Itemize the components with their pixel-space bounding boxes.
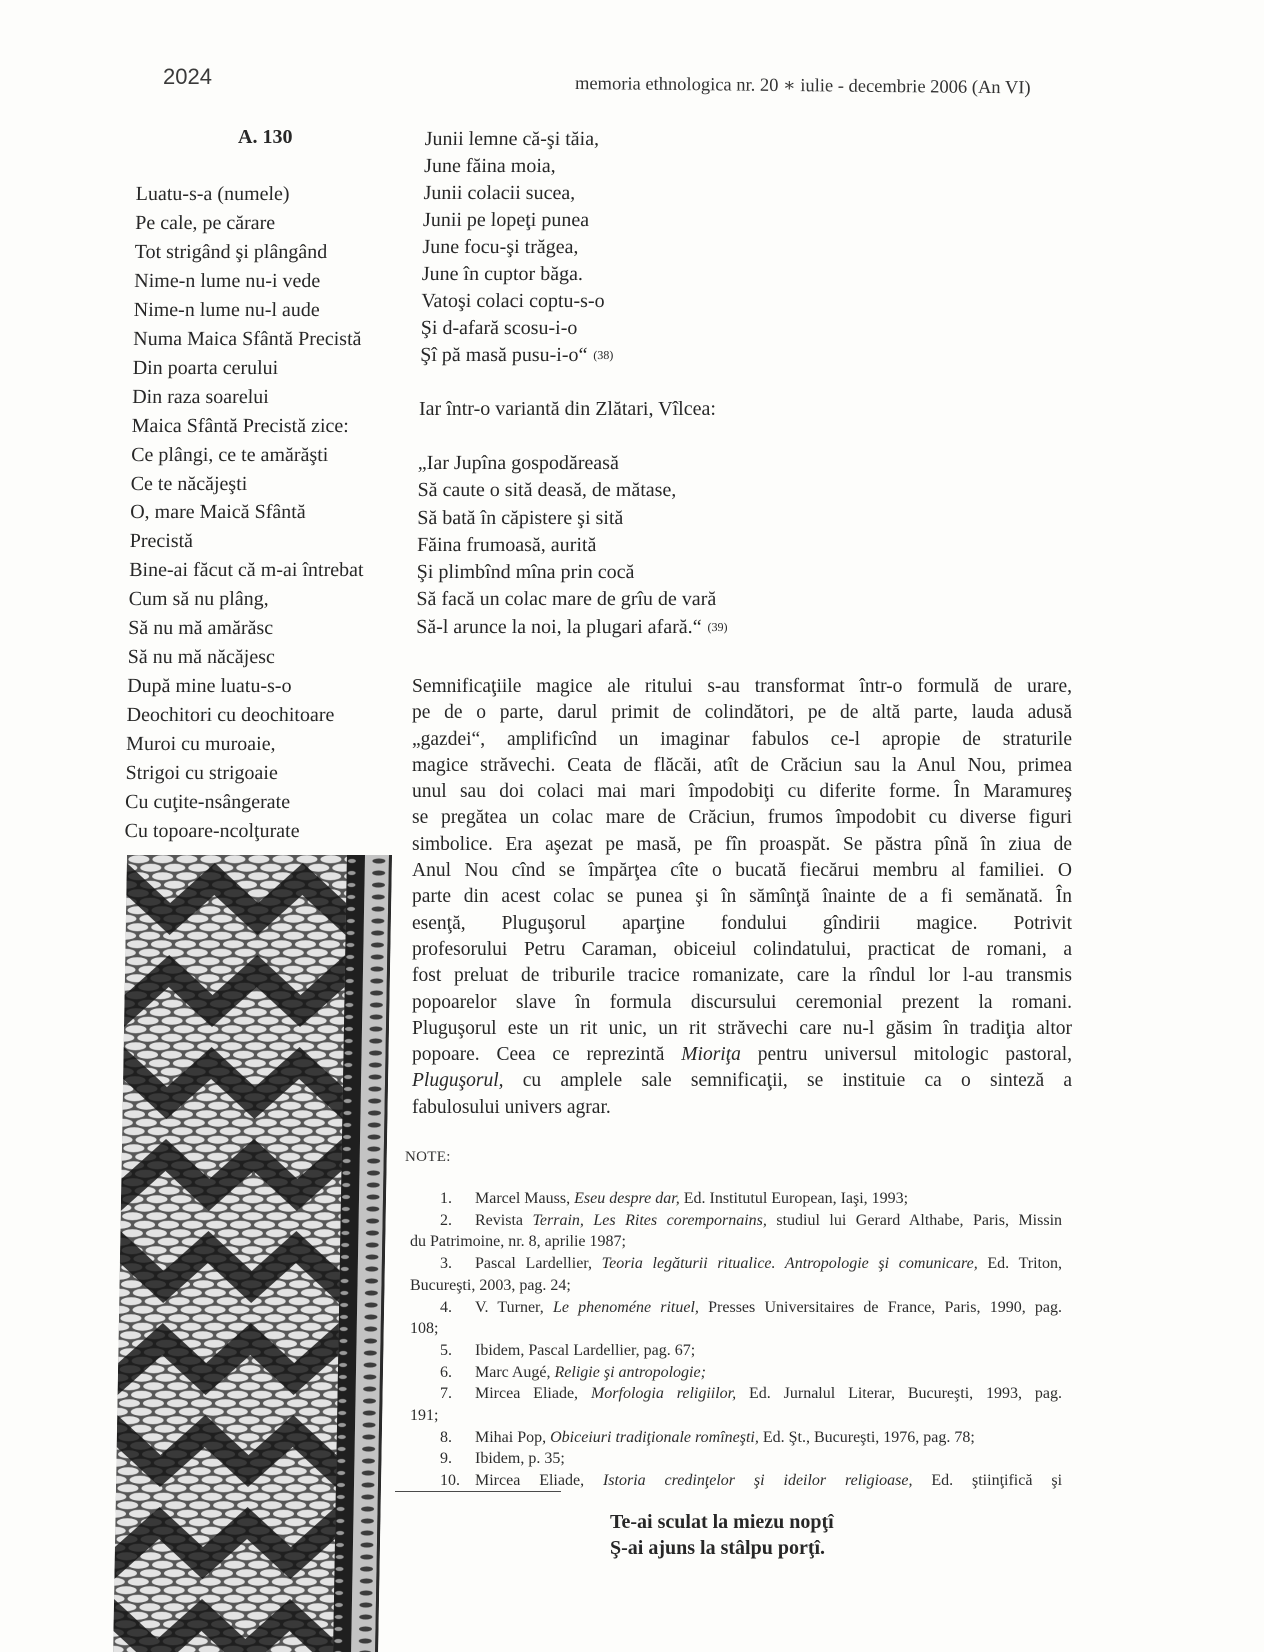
poem-line — [420, 315, 614, 342]
poem-line — [422, 234, 616, 261]
poem-line — [416, 586, 728, 613]
footnotes-list — [410, 1188, 1062, 1492]
poem-line — [135, 209, 370, 238]
poem-line — [424, 126, 618, 153]
left-poem-verses — [124, 180, 370, 846]
body-paragraph — [412, 674, 1072, 1121]
text-segment: Ed. Jurnalul Literar, Bucureşti, 1993, pag. — [736, 1385, 1063, 1403]
footnote — [410, 1362, 1062, 1384]
text-segment: Să-l arunce la noi, la plugari afară.“ — [416, 615, 702, 638]
text-segment: Să caute o sită deasă, de mătase, — [417, 479, 677, 502]
footnote-line — [410, 1427, 1062, 1449]
text-segment: Junii lemne că-şi tăia, — [424, 128, 600, 150]
paragraph-line — [412, 1042, 1072, 1068]
text-segment: Ed. Institutul European, Iaşi, 1993; — [679, 1190, 909, 1207]
text-segment: Tot strigând şi plângând — [134, 240, 328, 263]
footnote-number: 4. — [440, 1298, 452, 1316]
variant-intro-text: Iar într-o variantă din Zlătari, Vîlcea: — [419, 398, 716, 420]
poem-line — [130, 498, 365, 527]
poem-line — [128, 585, 363, 614]
text-segment: Marcel Mauss, — [475, 1190, 575, 1207]
text-segment: Mircea Eliade, — [475, 1385, 591, 1403]
footnote — [410, 1188, 1062, 1210]
poem-line — [418, 450, 730, 477]
footnote-line — [410, 1470, 1062, 1492]
poem-line — [134, 267, 369, 296]
text-segment: unul sau doi colaci mai mari împodobiţi cu diferite forme. În Maramureş — [412, 781, 1072, 803]
text-segment: pe de o parte, darul primit de colindători, pe de altă parte, lauda adusă — [412, 702, 1072, 724]
text-segment: June făina moia, — [423, 155, 557, 177]
text-segment: esenţă, Pluguşorul aparţine fondului gîndirii magice. Potrivit — [412, 912, 1072, 934]
text-segment: „Iar Jupîna gospodăreasă — [417, 452, 620, 474]
footnote-number: 9. — [440, 1450, 452, 1468]
text-segment: June focu-şi trăgea, — [422, 236, 579, 258]
footnote-line — [410, 1297, 1062, 1319]
text-segment: Cum să nu plâng, — [128, 588, 269, 611]
paragraph-line — [412, 963, 1072, 989]
right-poem-verses — [420, 126, 618, 371]
text-segment: Maica Sfântă Precistă zice: — [131, 414, 350, 437]
paragraph-line — [412, 753, 1072, 779]
poem-line — [131, 412, 366, 441]
footnote-line — [410, 1318, 1062, 1340]
closing-verse — [610, 1509, 834, 1561]
text-segment: popoarelor slave în formula discursului ceremonial prezent la romani. — [412, 991, 1072, 1013]
poem-line — [135, 180, 370, 209]
text-segment: V. Turner, — [475, 1298, 553, 1316]
text-segment: simbolice. Era aşezat pe masă, pe fîn proaspăt. Se păstra pînă în ziua de — [412, 833, 1072, 855]
running-header-journal-title: memoria ethnologica nr. 20 ∗ iulie - decembrie 2006 (An VI) — [574, 74, 1031, 99]
poem-line — [423, 207, 617, 234]
closing-verse-line: Te-ai sculat la miezu nopţî — [610, 1511, 834, 1533]
paragraph-line — [412, 911, 1072, 937]
italic-title: Obiceiuri tradiţionale romîneşti, — [550, 1428, 759, 1446]
text-segment: Mircea Eliade, — [475, 1472, 603, 1490]
paragraph-line — [412, 1016, 1072, 1042]
text-segment: Ibidem, Pascal Lardellier, pag. 67; — [475, 1341, 696, 1359]
poem-line — [134, 238, 369, 267]
footnote — [410, 1448, 1062, 1470]
poem-line — [417, 477, 729, 504]
text-segment: Cu topoare-ncolţurate — [124, 819, 300, 842]
text-segment: 191; — [410, 1407, 439, 1425]
poem-line — [125, 759, 360, 788]
text-segment: se pregătea un colac mare de Crăciun, frumos împodobit cu diverse figuri — [412, 807, 1072, 829]
text-segment: Ce te năcăjeşti — [130, 472, 248, 495]
text-segment: Revista — [475, 1211, 533, 1229]
footnote-reference: (39) — [707, 619, 728, 634]
text-segment: Bucureşti, 2003, pag. 24; — [410, 1276, 571, 1294]
footnote — [410, 1383, 1062, 1426]
text-segment: Cu cuţite-nsângerate — [124, 791, 291, 814]
paragraph-line — [412, 700, 1072, 726]
text-segment: cu amplele sale semnificaţii, se instituie ca o sinteză a — [503, 1070, 1072, 1092]
poem-line — [424, 153, 618, 180]
poem-line — [124, 817, 359, 846]
footnote-number: 3. — [440, 1255, 452, 1273]
poem-line — [421, 288, 615, 315]
footnote — [410, 1210, 1062, 1253]
footnote-line — [410, 1188, 1062, 1210]
text-segment: Ed. Triton, — [977, 1255, 1062, 1273]
poem-line — [417, 505, 729, 532]
text-segment: Să nu mă amărăsc — [127, 617, 274, 640]
text-segment: Pe cale, pe cărare — [135, 211, 276, 234]
poem-line — [131, 441, 366, 470]
footnote — [410, 1340, 1062, 1362]
text-segment: Pluguşorul este un rit unic, un rit străvechi care nu-l găsim în tradiţia altor — [412, 1017, 1072, 1039]
closing-verse-line: Ş-ai ajuns la stâlpu porţî. — [610, 1537, 826, 1559]
text-segment: Să nu mă năcăjesc — [127, 646, 276, 669]
text-segment: Bine-ai făcut că m-ai întrebat — [128, 559, 364, 582]
paragraph-line — [412, 990, 1072, 1016]
paragraph-line — [412, 937, 1072, 963]
text-segment: Din raza soarelui — [132, 385, 270, 408]
text-segment: Ed. Şt., Bucureşti, 1976, pag. 78; — [758, 1428, 975, 1446]
text-segment: Vatoşi colaci coptu-s-o — [421, 290, 605, 312]
text-segment: Deochitori cu deochitoare — [126, 704, 335, 727]
footnote-reference: (38) — [593, 348, 614, 362]
italic-title: Istoria credinţelor şi ideilor religioase, — [602, 1472, 913, 1490]
footnote-line — [410, 1340, 1062, 1362]
poem-line — [129, 527, 364, 556]
paragraph-line — [412, 858, 1072, 884]
text-segment: pentru universul mitologic pastoral, — [740, 1044, 1072, 1066]
text-segment: fabulosului univers agrar. — [412, 1096, 611, 1118]
paragraph-line — [412, 805, 1072, 831]
poem-line — [127, 643, 362, 672]
text-segment: profesorului Petru Caraman, obiceiul colindatului, practicat de romani, a — [412, 938, 1072, 960]
text-segment: June în cuptor băga. — [421, 263, 584, 285]
footnote-line — [410, 1448, 1062, 1470]
text-segment: Ce plângi, ce te amărăşti — [131, 443, 329, 466]
text-segment: O, mare Maică Sfântă — [130, 501, 306, 524]
text-segment: Nime-n lume nu-l aude — [133, 298, 320, 321]
poem-line — [422, 261, 616, 288]
text-segment: Şî pă masă pusu-i-o“ — [419, 344, 588, 366]
text-segment: studiul lui Gerard Althabe, Paris, Missin — [766, 1211, 1063, 1229]
paragraph-line — [412, 727, 1072, 753]
text-segment: Ed. ştiinţifică şi — [912, 1472, 1063, 1490]
text-segment: Junii colacii sucea, — [423, 182, 576, 204]
poem-line — [130, 470, 365, 499]
poem-line — [423, 180, 617, 207]
poem-line — [133, 325, 368, 354]
text-segment: Presses Universitaires de France, Paris, 1990, pag. — [698, 1298, 1063, 1316]
poem-line — [126, 730, 361, 759]
text-segment: Din poarta cerului — [132, 356, 279, 379]
notes-heading: NOTE: — [405, 1149, 451, 1165]
poem-line — [127, 672, 362, 701]
text-segment: Precistă — [129, 530, 194, 553]
text-segment: După mine luatu-s-o — [126, 675, 292, 698]
footnote-number: 7. — [440, 1385, 452, 1403]
text-segment: Făina frumoasă, aurită — [416, 533, 597, 556]
footnote-line — [410, 1275, 1062, 1297]
text-segment: Să bată în căpistere şi sită — [417, 506, 624, 529]
text-segment: Anul Nou cînd se împărţea cîte o bucată fiecărui membru al familiei. O — [412, 860, 1072, 882]
poem-line — [132, 354, 367, 383]
text-segment: Strigoi cu strigoaie — [125, 762, 279, 785]
paragraph-line — [412, 832, 1072, 858]
footnote-number: 2. — [440, 1211, 452, 1229]
text-segment: Nime-n lume nu-i vede — [134, 269, 321, 292]
text-segment: Junii pe lopeţi punea — [422, 209, 590, 231]
poem-line — [125, 788, 360, 817]
text-segment: Numa Maica Sfântă Precistă — [133, 327, 362, 350]
poem-line — [128, 614, 363, 643]
woven-textile-photo — [113, 855, 392, 1652]
paragraph-line — [412, 1095, 1072, 1121]
footnote-line — [410, 1405, 1062, 1427]
text-segment: Ibidem, p. 35; — [475, 1450, 565, 1468]
paragraph-line — [412, 1068, 1072, 1094]
poem-line — [417, 532, 729, 559]
text-segment: Şi plimbînd mîna prin cocă — [416, 561, 635, 584]
text-segment: magice străvechi. Ceata de flăcăi, atît de Crăciun sau la Anul Nou, primea — [412, 754, 1072, 776]
footnote-line — [410, 1210, 1062, 1232]
footnote-number: 10. — [440, 1472, 460, 1490]
italic-title: Pluguşorul, — [412, 1070, 504, 1092]
text-segment: Şi d-afară scosu-i-o — [420, 317, 578, 339]
text-segment: Mihai Pop, — [475, 1428, 551, 1446]
poem-heading: A. 130 — [238, 126, 293, 148]
text-segment: Semnificaţiile magice ale ritului s-au transformat într-o formulă de urare, — [412, 676, 1072, 697]
footnote-number: 6. — [440, 1363, 452, 1381]
poem-line — [126, 701, 361, 730]
footnote — [410, 1253, 1062, 1296]
page-number: 2024 — [163, 64, 212, 89]
poem-line — [417, 559, 729, 586]
footnote-line — [410, 1362, 1062, 1384]
poem-line — [132, 383, 367, 412]
text-segment: Să facă un colac mare de grîu de vară — [416, 588, 717, 611]
paragraph-line — [412, 884, 1072, 910]
text-segment: Luatu-s-a (numele) — [135, 183, 290, 205]
italic-title: Morfologia religiilor, — [590, 1385, 737, 1403]
poem-line — [416, 614, 728, 643]
italic-title: Eseu despre dar, — [574, 1190, 680, 1207]
italic-title: Mioriţa — [681, 1044, 741, 1066]
text-segment: „gazdei“, amplificînd un imaginar fabulos ce-l apropie de straturile — [412, 728, 1072, 750]
poem-line — [420, 342, 614, 371]
text-segment: parte din acest colac se punea şi în sămînţă înainte de a fi semănată. În — [412, 886, 1072, 908]
italic-title: Teoria legăturii ritualice. Antropologie şi comunicare, — [601, 1255, 978, 1273]
footnote — [410, 1427, 1062, 1449]
footnote — [410, 1297, 1062, 1340]
text-segment: du Patrimoine, nr. 8, aprilie 1987; — [410, 1233, 626, 1251]
text-segment: Marc Augé, — [475, 1363, 555, 1381]
poem-line — [129, 556, 364, 585]
footnote-line — [410, 1383, 1062, 1405]
poem-line — [133, 296, 368, 325]
paragraph-line — [412, 779, 1072, 805]
text-segment: popoare. Ceea ce reprezintă — [412, 1044, 682, 1066]
footnote-number: 8. — [440, 1428, 452, 1446]
footnote-line — [410, 1253, 1062, 1275]
footnote — [410, 1470, 1062, 1492]
text-segment: 108; — [410, 1320, 439, 1338]
footnote-number: 1. — [440, 1190, 452, 1207]
italic-title: Le phenoméne rituel, — [552, 1298, 699, 1316]
footnote-number: 5. — [440, 1341, 452, 1359]
text-segment: Pascal Lardellier, — [475, 1255, 602, 1273]
variant-poem-verses — [416, 450, 729, 643]
text-segment: fost preluat de triburile tracice romanizate, care la rîndul lor l-au transmis — [412, 965, 1072, 987]
italic-title: Religie şi antropologie; — [554, 1363, 706, 1381]
separator-rule — [395, 1491, 561, 1492]
paragraph-line — [412, 674, 1072, 700]
italic-title: Terrain, Les Rites corempornains, — [532, 1211, 767, 1229]
text-segment: Muroi cu muroaie, — [125, 733, 276, 756]
footnote-line — [410, 1231, 1062, 1253]
